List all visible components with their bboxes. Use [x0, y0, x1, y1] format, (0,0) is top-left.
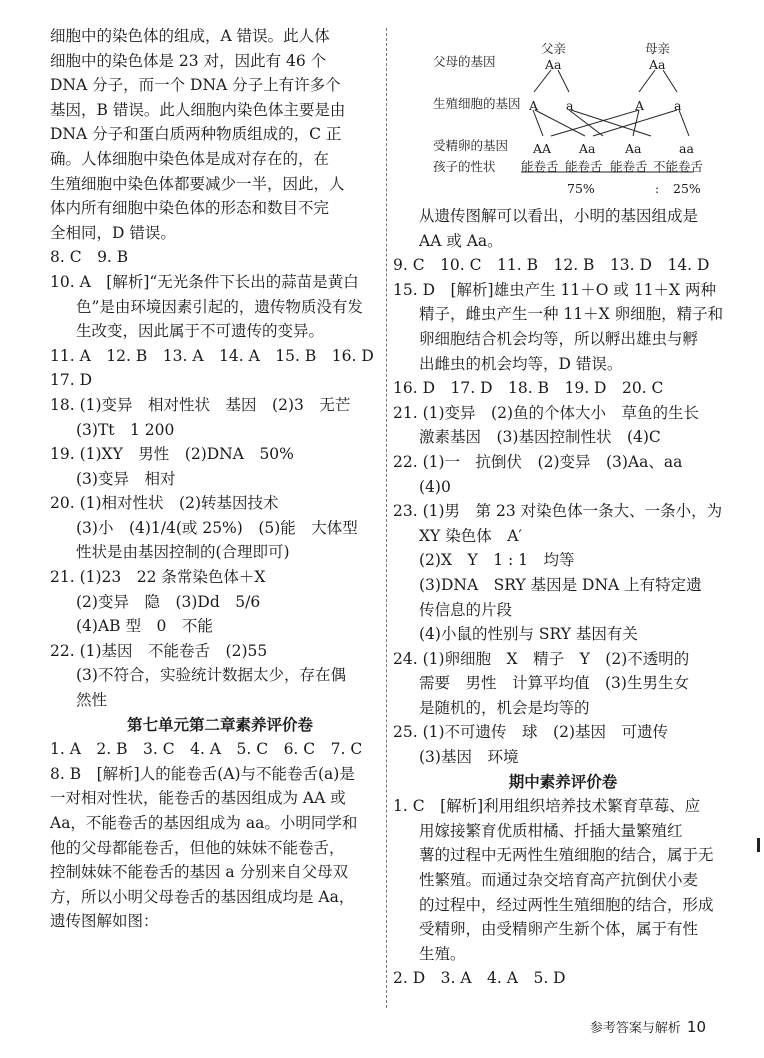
answer-21: [50, 565, 390, 639]
text-line: 一对相对性状，能卷舌的基因组成为 AA 或: [50, 789, 346, 808]
ratio-right: 25%: [673, 181, 701, 196]
text-line: 用嫁接繁育优质柑橘、扦插大量繁殖红: [419, 821, 683, 840]
answer-8-explanation: [50, 762, 390, 934]
text-line: 遗传图解如图：: [50, 912, 159, 931]
text-line: (3)基因 环境: [419, 748, 519, 767]
text-line: 受精卵，由受精卵产生新个体，属于有性: [419, 920, 699, 939]
zygote: Aa: [579, 141, 596, 156]
text-line: 全相同，D 错误。: [50, 223, 176, 242]
answer-9-14: 9. C 10. C 11. B 12. B 13. D 14. D: [393, 256, 710, 275]
answer-10: [50, 270, 390, 344]
text-line: 25. (1)不可遗传 球 (2)基因 可遗传: [393, 723, 668, 742]
page-edge-mark: [757, 838, 760, 852]
gamete: a: [566, 98, 574, 113]
right-column: [393, 24, 733, 991]
text-line: 15. D [解析]雄虫产生 11＋O 或 11＋X 两种: [393, 280, 716, 299]
mother-label: 母亲: [645, 41, 671, 56]
row-label-gametes: 生殖细胞的基因: [433, 96, 521, 111]
text-line: 卵细胞结合机会均等，所以孵出雄虫与孵: [419, 329, 699, 348]
gamete: a: [674, 98, 682, 113]
text-line: 薯的过程中无两性生殖细胞的结合，属于无: [419, 846, 714, 865]
answer-19: [50, 442, 390, 491]
text-line: (2)X Y 1 : 1 均等: [419, 551, 575, 570]
text-line: 18. (1)变异 相对性状 基因 (2)3 无芒: [50, 395, 351, 414]
answer-25: [393, 720, 733, 769]
gamete: A: [635, 98, 645, 113]
text-line: 21. (1)23 22 条常染色体＋X: [50, 568, 266, 587]
answer-16-20: 16. D 17. D 18. B 19. D 20. C: [393, 379, 664, 398]
trait: 能卷舌: [565, 159, 603, 174]
mother-genotype: Aa: [649, 57, 666, 72]
text-line: 细胞中的染色体是 23 对，因此有 46 个: [50, 51, 327, 70]
text-line: DNA 分子，而一个 DNA 分子上有许多个: [50, 76, 341, 95]
answer-18: [50, 393, 390, 442]
answer-23: [393, 499, 733, 647]
text-line: 控制妹妹不能卷舌的基因 a 分别来自父母双: [50, 863, 349, 882]
text-line: 确。人体细胞中染色体是成对存在的，在: [50, 149, 330, 168]
text-line: 19. (1)XY 男性 (2)DNA 50%: [50, 445, 294, 464]
answer-22: [393, 450, 733, 499]
text-line: 体内所有细胞中染色体的形态和数目不完: [50, 199, 330, 218]
text-line: 22. (1)基因 不能卷舌 (2)55: [50, 641, 268, 660]
text-line: 是随机的，机会是均等的: [419, 698, 590, 717]
text-line: 方，所以小明父母卷舌的基因组成均是 Aa，: [50, 887, 355, 906]
text-line: DNA 分子和蛋白质两种物质组成的，C 正: [50, 125, 342, 144]
text-line: (2)变异 隐 (3)Dd 5/6: [76, 592, 261, 611]
answer-11-16: 11. A 12. B 13. A 14. A 15. B 16. D: [50, 346, 374, 365]
answer-8-9: 8. C 9. B: [50, 248, 129, 267]
footer-label: 参考答案与解析: [589, 1021, 681, 1036]
text-line: 23. (1)男 第 23 对染色体一条大、一条小，为: [393, 502, 723, 521]
text-line: (3)小 (4)1/4(或 25%) (5)能 大体型: [76, 518, 358, 537]
text-line: 22. (1)一 抗倒伏 (2)变异 (3)Aa、aa: [393, 452, 683, 471]
text-line: (3)Tt 1 200: [76, 420, 175, 439]
father-label: 父亲: [541, 41, 567, 56]
text-line: 10. A [解析]“无光条件下长出的蒜苗是黄白: [50, 272, 359, 291]
father-genotype: Aa: [545, 57, 562, 72]
text-line: 生殖细胞中染色体都要减少一半，因此，人: [50, 174, 345, 193]
text-line: 性状是由基因控制的(合理即可): [76, 543, 290, 562]
row-label-zygotes: 受精卵的基因: [433, 138, 509, 153]
text-line: (3)不符合，实验统计数据太少，存在偶: [76, 666, 346, 685]
text-line: 从遗传图解可以看出，小明的基因组成是: [419, 207, 699, 225]
answer-17: 17. D: [50, 371, 93, 390]
diagram-conclusion: [393, 204, 733, 253]
text-line: (4)小鼠的性别与 SRY 基因有关: [419, 625, 638, 644]
text-line: Aa，不能卷舌的基因组成为 aa。小明同学和: [50, 814, 358, 832]
trait: 能卷舌: [521, 159, 559, 174]
text-line: 8. B [解析]人的能卷舌(A)与不能卷舌(a)是: [50, 764, 355, 783]
zygote: AA: [533, 141, 552, 156]
inheritance-diagram: [393, 24, 733, 204]
midterm-answer-1: [393, 794, 733, 966]
answer-22: [50, 639, 390, 713]
text-line: 精子，雌虫产生一种 11＋X 卵细胞，精子和: [419, 305, 724, 324]
text-line: XY 染色体 A′: [419, 526, 522, 545]
text-line: (3)变异 相对: [76, 469, 176, 488]
ratio-colon: :: [655, 181, 660, 196]
trait: 不能卷舌: [653, 159, 704, 174]
text-line: 细胞中的染色体的组成，A 错误。此人体: [50, 27, 330, 45]
text-line: 出雌虫的机会均等，D 错误。: [419, 354, 623, 373]
gamete: A: [529, 98, 539, 113]
text-line: 24. (1)卵细胞 X 精子 Y (2)不透明的: [393, 649, 690, 668]
section-title: 第七单元第二章素养评价卷: [126, 715, 313, 734]
section-title: 期中素养评价卷: [508, 772, 618, 791]
text-line: 生殖。: [419, 944, 466, 963]
answer-15: [393, 278, 733, 376]
text-line: (4)AB 型 0 不能: [76, 617, 213, 636]
answer-24: [393, 647, 733, 721]
text-line: 然性: [76, 691, 108, 710]
zygote: Aa: [625, 141, 642, 156]
answer-20: [50, 491, 390, 565]
zygote: aa: [679, 141, 694, 156]
text-line: AA 或 Aa。: [419, 231, 503, 250]
text-line: 性繁殖。而通过杂交培育高产抗倒伏小麦: [419, 871, 699, 890]
text-line: 传信息的片段: [419, 600, 513, 619]
text-line: 21. (1)变异 (2)鱼的个体大小 草鱼的生长: [393, 403, 699, 422]
text-line: 激素基因 (3)基因控制性状 (4)C: [419, 428, 661, 447]
text-line: 的过程中，经过两性生殖细胞的结合，形成: [419, 895, 714, 914]
text-line: (4)0: [419, 477, 451, 496]
left-column: [50, 24, 390, 934]
text-line: 基因，B 错误。此人细胞内染色体主要是由: [50, 100, 346, 119]
text-line: 需要 男性 计算平均值 (3)生男生女: [419, 674, 689, 693]
ratio-left: 75%: [567, 181, 595, 196]
text-line: 色”是由环境因素引起的，遗传物质没有发: [76, 297, 363, 316]
text-line: (3)DNA SRY 基因是 DNA 上有特定遗: [419, 575, 702, 594]
text-line: 生改变，因此属于不可遗传的变异。: [76, 322, 325, 341]
page-footer: [590, 1017, 706, 1036]
text-line: 1. C [解析]利用组织培养技术繁育草莓、应: [393, 797, 701, 816]
answer-1-7: 1. A 2. B 3. C 4. A 5. C 6. C 7. C: [50, 740, 363, 759]
row-label-parents: 父母的基因: [433, 54, 496, 69]
text-line: 20. (1)相对性状 (2)转基因技术: [50, 494, 279, 513]
page-number: 10: [686, 1018, 706, 1036]
answer-7-continuation: [50, 24, 390, 245]
answer-21: [393, 401, 733, 450]
trait: 能卷舌: [610, 159, 648, 174]
midterm-answer-2-5: 2. D 3. A 4. A 5. D: [393, 969, 566, 988]
row-label-traits: 孩子的性状: [433, 159, 496, 174]
text-line: 他的父母都能卷舌，但他的妹妹不能卷舌，: [50, 838, 345, 857]
